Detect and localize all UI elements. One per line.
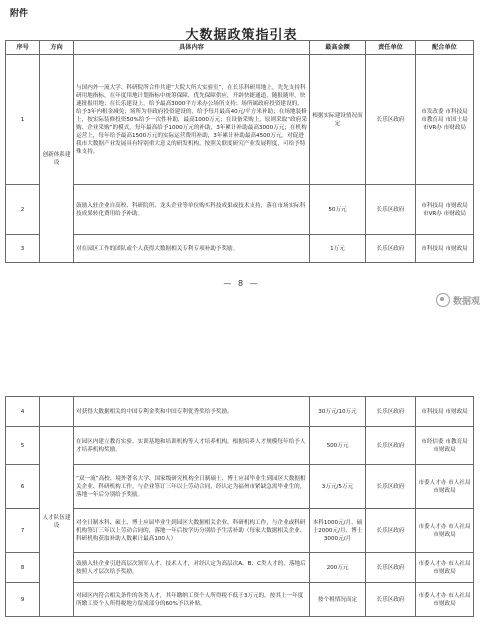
page-number: — 8 — <box>223 279 260 288</box>
row-cooperating: 市委人才办 市人社局 市财政局 <box>416 509 474 553</box>
row-direction: 人才队伍建设 <box>40 427 74 617</box>
row-cooperating: 市委人才办 市人社局 市财政局 <box>416 465 474 509</box>
table-header-row <box>6 41 474 55</box>
row-content: 鼓励入驻企业引进高层次领军人才、技术人才，对经认定为高层次A、B、C类人才的，落地后按照人才层次给予奖励。 <box>74 553 310 583</box>
watermark <box>436 290 483 310</box>
row-cooperating: 市经信委 市教育局 市财政局 <box>416 427 474 465</box>
row-responsible: 长乐区政府 <box>366 55 416 185</box>
row-cooperating: 市委人才办 市人社局 市财政局 <box>416 583 474 617</box>
row-responsible: 长乐区政府 <box>366 509 416 553</box>
row-number: 7 <box>6 509 40 553</box>
row-responsible: 长乐区政府 <box>366 397 416 427</box>
row-content: “双一流”高校、境外著名大学、国家级研究机构全日制硕士、博士应届毕业生到园区大数据相关企业、科研机构工作，与企业签订三年以上劳动合同，经认定为福州市紧缺急需毕业生的，落地一年后分别给予奖励。 <box>74 465 310 509</box>
row-direction: 创新体系建设 <box>40 55 74 263</box>
column-header-amount: 最高金额 <box>310 41 366 55</box>
page-gap <box>0 318 483 380</box>
watermark-text: 数据观 <box>453 296 481 307</box>
row-responsible: 长乐区政府 <box>366 427 416 465</box>
row-content: 对获得大数据相关的中国专利金奖和中国专利优秀奖给予奖励。 <box>74 397 310 427</box>
row-number: 4 <box>6 397 40 427</box>
row-number: 8 <box>6 553 40 583</box>
table-row <box>6 583 474 617</box>
logo-icon <box>436 293 450 307</box>
row-number: 3 <box>6 235 40 263</box>
row-amount: 1万元 <box>310 235 366 263</box>
row-responsible: 长乐区政府 <box>366 553 416 583</box>
table-row <box>6 427 474 465</box>
column-header-no: 序号 <box>6 41 40 55</box>
row-cooperating: 市科技局 市财政局 <box>416 235 474 263</box>
table-row <box>6 185 474 235</box>
table-row <box>6 397 474 427</box>
row-cooperating: 市委人才办 市人社局 市财政局 <box>416 553 474 583</box>
row-content: 对园区内符合相关条件的各类人才，其年缴纳工资个人所得税不低于3万元的，按其上一年度所缴工资个人所得税地方留成部分的60%予以补贴。 <box>74 583 310 617</box>
row-cooperating: 市科技局 市财政局 市VR办 市财政局 <box>416 185 474 235</box>
attachment-label: 附件 <box>10 9 29 19</box>
row-direction <box>40 397 74 427</box>
row-cooperating: 市科技局 市财政局 <box>416 397 474 427</box>
row-amount: 50万元 <box>310 185 366 235</box>
row-content: 在园区内建立教育实验、实训基地和培训机构等人才培养机构，根据培养人才规模每年给予人才培养机构奖励。 <box>74 427 310 465</box>
row-amount: 500万元 <box>310 427 366 465</box>
row-amount: 本科1000元/月、硕士2000元/月、博士3000元/月 <box>310 509 366 553</box>
row-amount: 3万元/5万元 <box>310 465 366 509</box>
row-responsible: 长乐区政府 <box>366 235 416 263</box>
row-responsible: 长乐区政府 <box>366 185 416 235</box>
row-number: 1 <box>6 55 40 185</box>
row-content: 对在园区工作的团队或个人获得大数据相关专利专项补助予奖励。 <box>74 235 310 263</box>
row-number: 2 <box>6 185 40 235</box>
policy-table-page-1 <box>5 40 474 263</box>
document-title: 大数据政策指引表 <box>185 28 298 43</box>
row-responsible: 长乐区政府 <box>366 465 416 509</box>
row-amount: 30万元/10万元 <box>310 397 366 427</box>
column-header-direction: 方向 <box>40 41 74 55</box>
row-amount: 按个税情况而定 <box>310 583 366 617</box>
table-row <box>6 553 474 583</box>
row-cooperating: 市发改委 市科技局 市教育局 市国土局 市VR办 市财政局 <box>416 55 474 185</box>
column-header-content: 具体内容 <box>74 41 310 55</box>
row-content: 对全日制本科、硕士、博士应届毕业生到园区大数据相关企业、科研机构工作，与企业或科研机构签订三年以上劳动合同的，落地一年后按学历分别给予生活补助（每家大数据相关企业、科研机构获取补助人数累计最高100人） <box>74 509 310 553</box>
row-content: 鼓励入驻企业自高校、科研院所、龙头企业等单位购买科技成果或技术支持，落在市场实际科技成果转化费用给予补助。 <box>74 185 310 235</box>
table-row <box>6 55 474 185</box>
column-header-cooperating: 配合单位 <box>416 41 474 55</box>
row-number: 9 <box>6 583 40 617</box>
policy-table-page-2 <box>5 396 474 617</box>
table-row <box>6 509 474 553</box>
column-header-responsible: 责任单位 <box>366 41 416 55</box>
table-row <box>6 465 474 509</box>
table-row <box>6 235 474 263</box>
row-amount: 200万元 <box>310 553 366 583</box>
row-content: 与国内外一流大学、科研院所合作共建“大院大所大实验室”，在长乐科研用地上，先先支持科研用地指标，在年度用地计划指标中统筹保障，优先保障供应，开辟快捷通道，随报随审，快速批报用地；在长乐建设上，给予最高3000平方米办公场所支持；场所属政府投资建设的，给予3年内租金减免；场所为非政府投资建设的，给予每月最高40元/平方米补助；在场地装修上，按实际装修投资50%给予一次性补助，最高1000万元；在设备采购上，原则采取“政府采购、企业采购”的模式，每年最高给予1000万元的补助，3年累计补助最高3000万元；在机构运营上，每年给予最高1500万元的实际运营费用补助，3年累计补助最高4500万元。对促进我市大数据产业发展具有特别重大意义的研发机构，按照关联度研究产业发展程度，可给予特殊支持。 <box>74 55 310 185</box>
row-number: 6 <box>6 465 40 509</box>
row-responsible: 长乐区政府 <box>366 583 416 617</box>
row-number: 5 <box>6 427 40 465</box>
row-amount: 根据实际建设情况而定 <box>310 55 366 185</box>
